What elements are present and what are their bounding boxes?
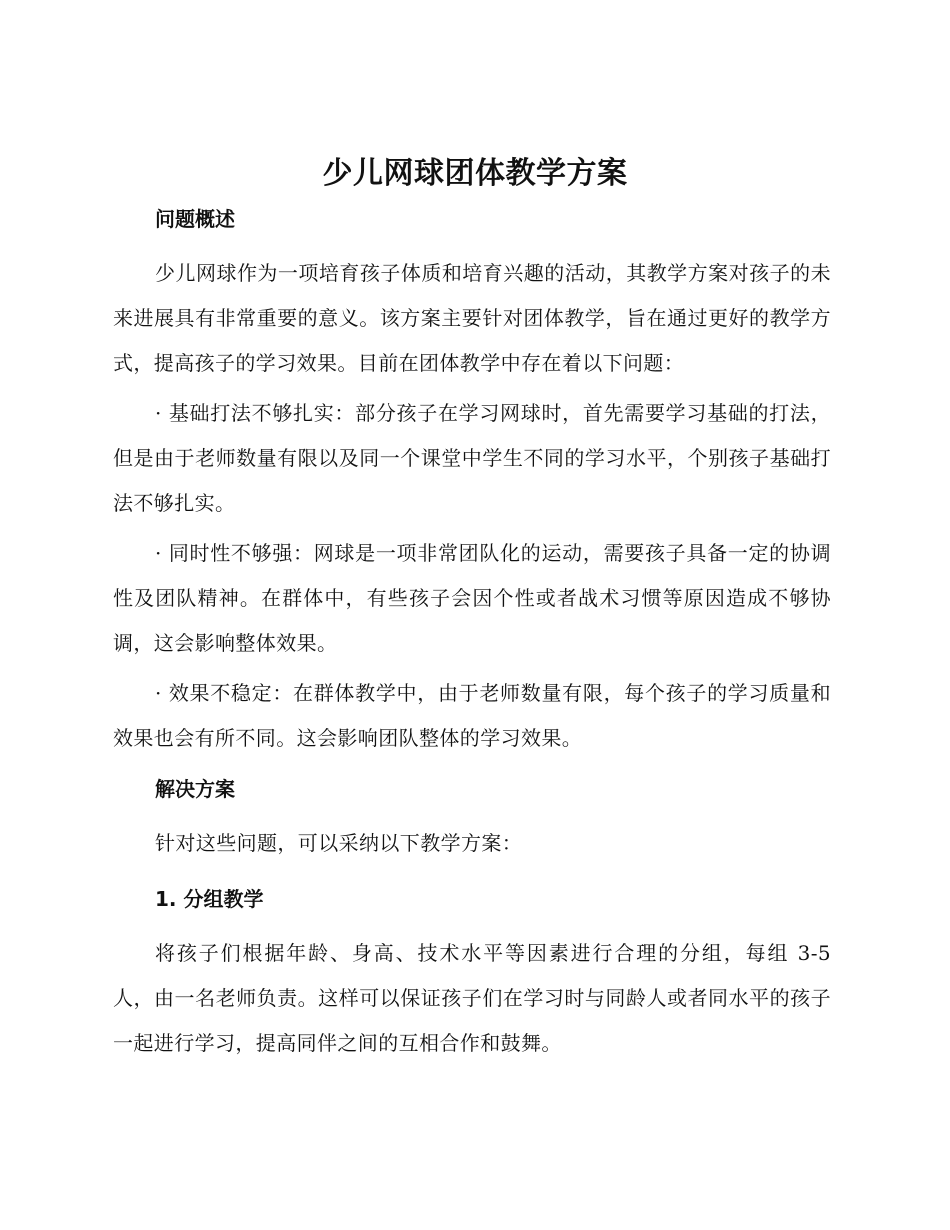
section-heading-problem: 问题概述 — [155, 207, 235, 231]
problem-intro-paragraph: 少儿网球作为一项培育孩子体质和培育兴趣的活动，其教学方案对孩子的未来进展具有非常重要的意义。该方案主要针对团体教学，旨在通过更好的教学方式，提高孩子的学习效果。目前在团体教学中存在着以下问题： — [113, 261, 831, 375]
document-title: 少儿网球团体教学方案 — [322, 156, 628, 191]
section-heading-solution: 解决方案 — [155, 777, 235, 801]
subsection-heading-group-teaching: 1. 分组教学 — [155, 887, 264, 911]
problem-bullet-coordination: · 同时性不够强：网球是一项非常团队化的运动，需要孩子具备一定的协调性及团队精神。在群体中，有些孩子会因个性或者战术习惯等原因造成不够协调，这会影响整体效果。 — [113, 541, 831, 655]
group-teaching-paragraph: 将孩子们根据年龄、身高、技术水平等因素进行合理的分组，每组 3-5 人，由一名老师负责。这样可以保证孩子们在学习时与同龄人或者同水平的孩子一起进行学习，提高同伴之间的互相合作和鼓舞。 — [113, 941, 831, 1055]
problem-bullet-unstable-results: · 效果不稳定：在群体教学中，由于老师数量有限，每个孩子的学习质量和效果也会有所不同。这会影响团队整体的学习效果。 — [113, 681, 831, 750]
solution-intro-paragraph: 针对这些问题，可以采纳以下教学方案： — [155, 831, 523, 855]
problem-bullet-basic-technique: · 基础打法不够扎实：部分孩子在学习网球时，首先需要学习基础的打法，但是由于老师数量有限以及同一个课堂中学生不同的学习水平，个别孩子基础打法不够扎实。 — [113, 401, 831, 515]
